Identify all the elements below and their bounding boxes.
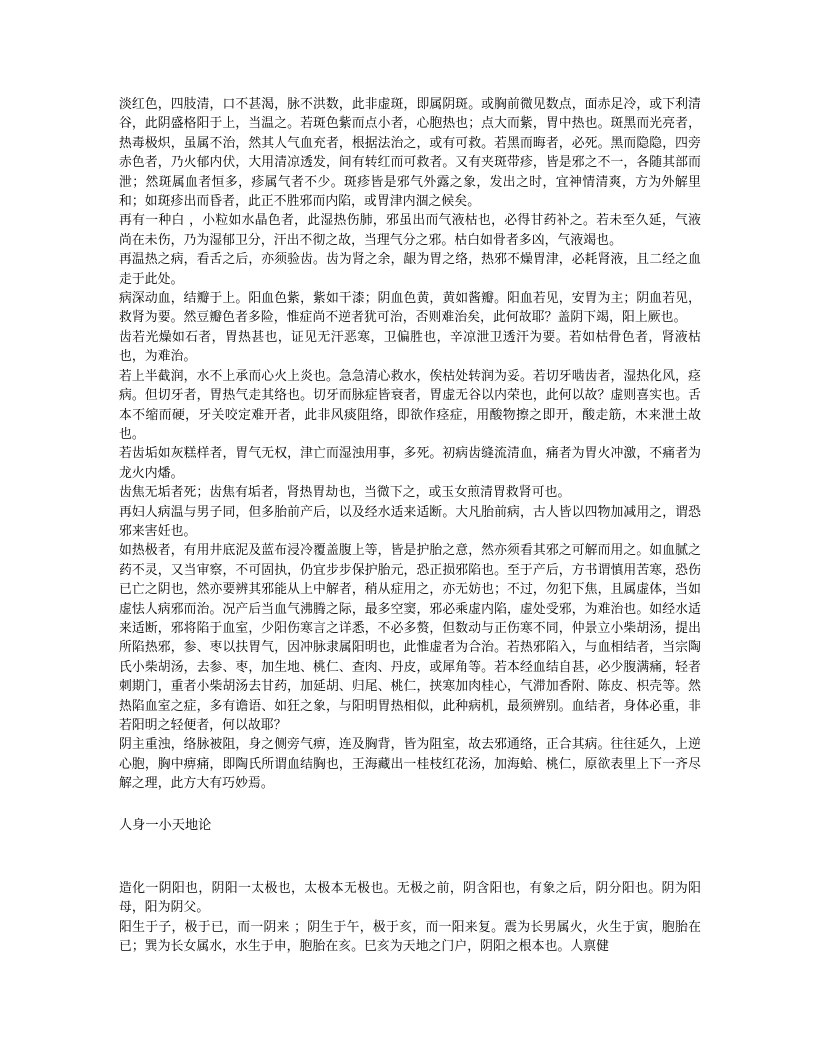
paragraph: 造化一阴阳也，阴阳一太极也，太极本无极也。无极之前，阴含阳也，有象之后，阴分阳也。阴为阳母，阳为阴父。 <box>119 881 701 916</box>
paragraph: 阴主重浊，络脉被阻，身之侧旁气痹，连及胸背，皆为阻室，故去邪通络，正合其病。往往延久，上逆心胞，胸中痹痛，即陶氏所谓血结胸也，王海藏出一桂枝红花汤，加海蛤、桃仁，原欲表里上下一齐尽解之理，此方大有巧妙焉。 <box>119 737 701 792</box>
paragraph: 齿若光燥如石者，胃热甚也，证见无汗恶寒，卫偏胜也，辛凉泄卫透汗为要。若如枯骨色者，肾液枯也，为难治。 <box>119 329 701 365</box>
section-1 <box>119 95 701 794</box>
paragraph: 如热极者，有用井底泥及蓝布浸冷覆盖腹上等，皆是护胎之意，然亦须看其邪之可解而用之。如血腻之药不灵，又当审察，不可固执，仍宜步步保护胎元，恐正损邪陷也。至于产后，方书谓慎用苦寒，恐伤已亡之阴也，然亦要辨其邪能从上中解者，稍从症用之，亦无妨也；不过，勿犯下焦，且属虚体，当如虚怯人病邪而治。况产后当血气沸腾之际，最多空窦，邪必乘虚内陷，虚处受邪，为难治也。如经水适来适断，邪将陷于血室，少阳伤寒言之详悉，不必多赘，但数动与正伤寒不同，仲景立小柴胡汤，提出所陷热邪，参、枣以扶胃气，因冲脉隶属阳明也，此惟虚者为合治。若热邪陷入，与血相结者，当宗陶氏小柴胡汤，去参、枣，加生地、桃仁、查肉、丹皮，或犀角等。若本经血结自甚，必少腹满痛，轻者刺期门，重者小柴胡汤去甘药，加延胡、归尾、桃仁，挟寒加肉桂心，气滞加香附、陈皮、枳壳等。然热陷血室之症，多有谵语、如狂之象，与阳明胃热相似，此种病机，最须辨别。血结者，身体必重，非若阳明之轻便者，何以故耶？ <box>119 543 701 733</box>
paragraph: 再温热之病，看舌之后，亦须验齿。齿为肾之余，龈为胃之络，热邪不燥胃津，必耗肾液，且二经之血走于此处。 <box>119 252 701 287</box>
paragraph: 再妇人病温与男子同，但多胎前产后，以及经水适来适断。大凡胎前病，古人皆以四物加减用之，谓恐邪来害妊也。 <box>119 504 701 539</box>
paragraph: 再有一种白 ，小粒如水晶色者，此湿热伤肺，邪虽出而气液枯也，必得甘药补之。若未至久延，气液尚在未伤，乃为湿郁卫分，汗出不彻之故，当理气分之邪。枯白如骨者多凶，气液竭也。 <box>119 213 701 248</box>
paragraph: 齿焦无垢者死；齿焦有垢者，肾热胃劫也，当微下之，或玉女煎清胃救肾可也。 <box>119 485 571 501</box>
paragraph: 病深动血，结瓣于上。阳血色紫，紫如干漆；阴血色黄，黄如酱瓣。阳血若见，安胃为主；阴血若见，救肾为要。然豆瓣色者多险，惟症尚不逆者犹可治，否则难治矣，此何故耶？盖阴下竭，阳上厥也。 <box>119 291 701 326</box>
paragraph: 若齿垢如灰糕样者，胃气无权，津亡而湿浊用事，多死。初病齿缝流清血，痛者为胃火冲激，不痛者为龙火内燔。 <box>119 446 701 481</box>
section-2 <box>119 879 701 957</box>
paragraph: 淡红色，四肢清，口不甚渴，脉不洪数，此非虚斑，即属阴斑。或胸前微见数点，面赤足冷，或下利清谷，此阴盛格阳于上，当温之。若斑色紫而点小者，心胞热也；点大而紫，胃中热也。斑黑而光亮者，热毒极炽，虽属不治，然其人气血充者，根据法治之，或有可救。若黑而晦者，必死。黑而隐隐，四旁赤色者，乃火郁内伏，大用清凉透发，间有转红而可救者。又有夹斑带疹，皆是邪之不一，各随其部而泄；然斑属血者恒多，疹属气者不少。斑疹皆是邪气外露之象，发出之时，宜神情清爽，方为外解里和；如斑疹出而昏者，此正不胜邪而内陷，或胃津内涸之候矣。 <box>119 97 701 210</box>
paragraph: 若上半截润，水不上承而心火上炎也。急急清心救水，俟枯处转润为妥。若切牙啮齿者，湿热化风，痉病。但切牙者，胃热气走其络也。切牙而脉症皆衰者，胃虚无谷以内荣也，此何以故？虚则喜实也。舌本不缩而硬，牙关咬定难开者，此非风痰阻络，即欲作痉症，用酸物擦之即开，酸走筋，木来泄土故也。 <box>119 368 701 442</box>
section-title: 人身一小天地论 <box>119 817 212 833</box>
spacer <box>119 835 701 879</box>
document-page <box>119 95 701 957</box>
paragraph: 阳生于子，极于已，而一阴来 ；阴生于午，极于亥，而一阳来复。震为长男属火，火生于寅，胞胎在已；巽为长女属水，水生于申，胞胎在亥。巳亥为天地之门户，阴阳之根本也。人禀健 <box>119 919 701 955</box>
